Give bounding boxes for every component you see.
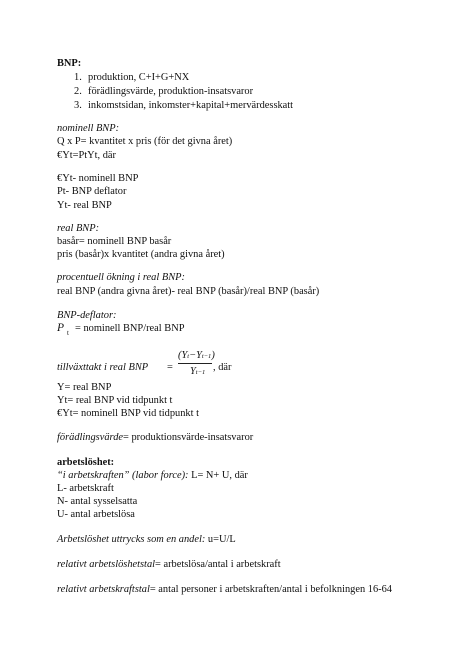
arbets-def: L- arbetskraft [57, 483, 114, 494]
nominell-formula: Q x P= kvantitet x pris (för det givna året) [57, 136, 233, 147]
nominell-def: €Yt- nominell BNP [57, 173, 139, 184]
deflator-title: BNP-deflator: [57, 310, 117, 321]
list-item: förädlingsvärde, produktion-insatsvaror [88, 86, 254, 97]
nominell-def: Pt- BNP deflator [57, 186, 127, 197]
tillvaxt-equals: = [167, 362, 173, 373]
procent-formula: real BNP (andra givna året)- real BNP (basår)/real BNP (basår) [57, 286, 320, 297]
list-item: inkomstsidan, inkomster+kapital+mervärdesskatt [88, 100, 294, 111]
fraction-bar [178, 363, 212, 364]
real-line: basår= nominell BNP basår [57, 236, 172, 247]
arbetsloshet-heading: arbetslöshet: [57, 457, 115, 468]
relativt-arbetskraftstal-line: relativt arbetskraftstal= antal personer i arbetskraften/antal i befolkningen 16-64 [57, 584, 393, 595]
procent-title: procentuell ökning i real BNP: [57, 272, 185, 283]
nominell-title: nominell BNP: [57, 123, 120, 134]
definition-line: Yt= real BNP vid tidpunkt t [57, 395, 173, 406]
list-item: produktion, C+I+G+NX [88, 72, 190, 83]
foradling-line: förädlingsvärde= produktionsvärde-insatsvaror [57, 432, 254, 443]
definition-line: €Yt= nominell BNP vid tidpunkt t [57, 408, 200, 419]
tillvaxt-suffix: , där [213, 362, 232, 373]
fraction-denominator: Yt−1 [190, 366, 206, 377]
relativt-arbetsloshetstal-line: relativt arbetslöshetstal= arbetslösa/antal i arbetskraft [57, 559, 281, 570]
arbets-def: U- antal arbetslösa [57, 509, 135, 520]
nominell-def: Yt- real BNP [57, 200, 112, 211]
arbets-def: N- antal sysselsatta [57, 496, 138, 507]
deflator-subscript: t [67, 329, 69, 337]
deflator-symbol: P [57, 322, 65, 334]
list-number: 2. [74, 86, 82, 97]
definition-line: Y= real BNP [57, 382, 112, 393]
heading-bnp: BNP: [57, 58, 82, 69]
fraction-numerator: (Yt−Yt−1) [178, 350, 215, 361]
arbetskraft-line: “i arbetskraften” (labor force): L= N+ U, där [57, 470, 248, 481]
tillvaxt-label: tillväxttakt i real BNP [57, 362, 149, 373]
nominell-eq: €Yt=PtYt, där [57, 150, 116, 161]
real-title: real BNP: [57, 223, 100, 234]
real-line: pris (basår)x kvantitet (andra givna året) [57, 249, 225, 260]
andel-line: Arbetslöshet uttrycks som en andel: u=U/L [57, 534, 236, 545]
list-number: 1. [74, 72, 82, 83]
list-number: 3. [74, 100, 82, 111]
deflator-formula: = nominell BNP/real BNP [75, 323, 185, 334]
